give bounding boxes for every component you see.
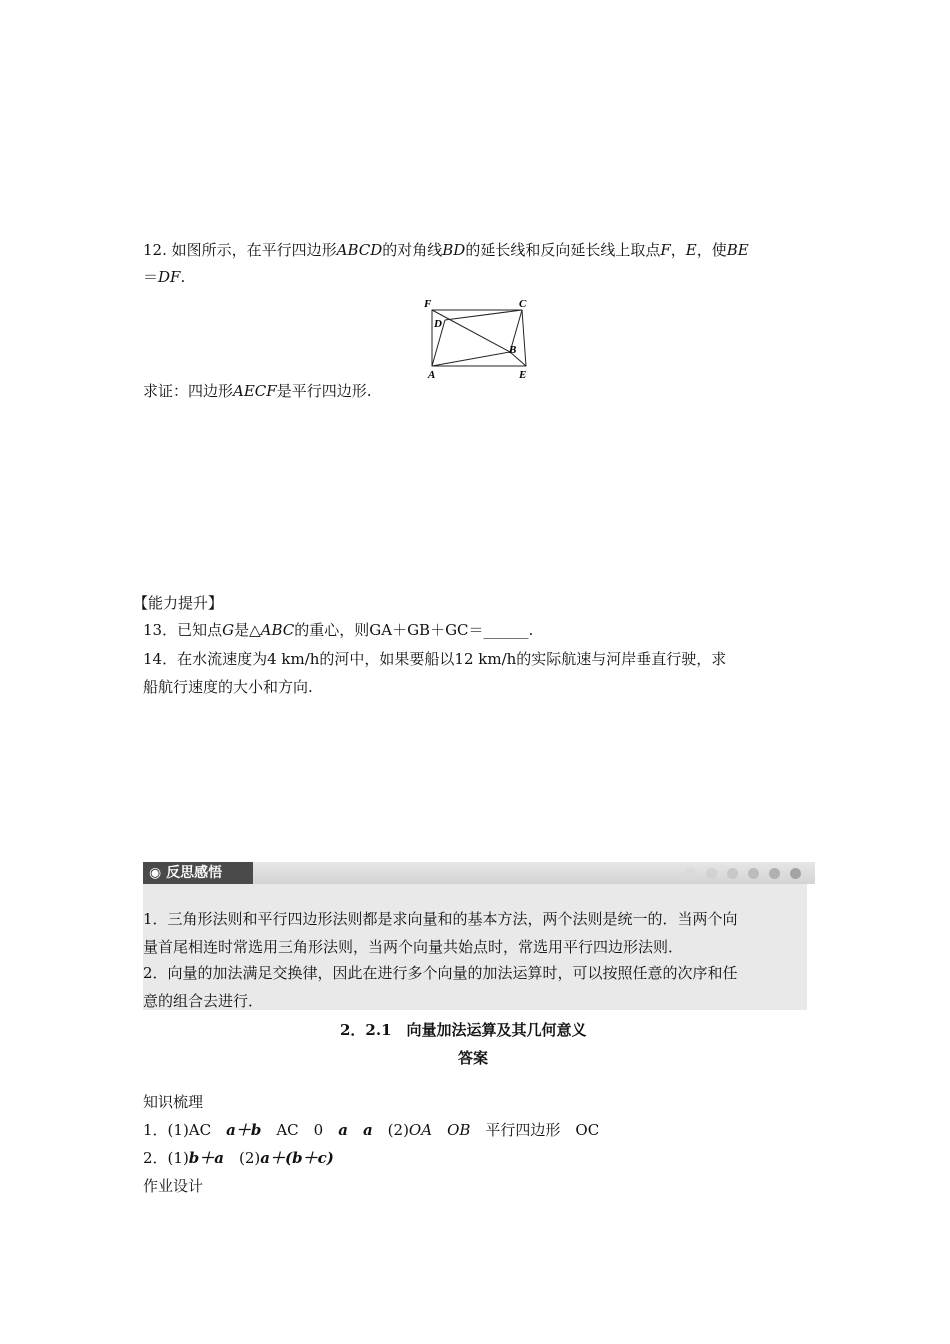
reflection-p2-line2: 意的组合去进行． bbox=[143, 992, 264, 1010]
answer-line-2 bbox=[143, 1145, 334, 1171]
label-f: F bbox=[424, 298, 432, 310]
q14-line-1: 14．在水流速度为4 km/h的河中，如果要船以12 km/h的实际航速与河岸垂直行驶，求 bbox=[143, 650, 727, 668]
reflection-p1-line2: 量首尾相连时常选用三角形法则，当两个向量共始点时，常选用平行四边形法则． bbox=[143, 938, 684, 956]
q12-text: 的对角线 bbox=[382, 241, 443, 259]
ability-heading: 【能力提升】 bbox=[133, 594, 224, 612]
q12-e: E bbox=[685, 241, 697, 259]
banner-dot bbox=[769, 868, 780, 879]
q13-abc: ABC bbox=[260, 621, 295, 639]
q12-f: F bbox=[660, 241, 671, 259]
section-title: 2．2.1 向量加法运算及其几何意义 bbox=[340, 1021, 587, 1039]
answer-vector: OB bbox=[447, 1121, 471, 1139]
q12-text: 12. 如图所示，在平行四边形 bbox=[143, 241, 337, 259]
answer-text bbox=[348, 1121, 363, 1139]
reflection-p1-line1: 1．三角形法则和平行四边形法则都是求向量和的基本方法，两个法则是统一的．当两个向 bbox=[143, 910, 738, 928]
banner-dot bbox=[706, 868, 717, 879]
reflection-content bbox=[143, 884, 807, 1010]
q12-bd: BD bbox=[442, 241, 466, 259]
q13-text: 13．已知点 bbox=[143, 621, 223, 639]
q12-text: ， bbox=[670, 241, 686, 259]
q12-text: ＝ bbox=[143, 268, 159, 286]
q13-text: 是△ bbox=[234, 621, 261, 639]
q12-abcd: ABCD bbox=[336, 241, 383, 259]
answer-text: (2) bbox=[372, 1121, 409, 1139]
banner-dot bbox=[790, 868, 801, 879]
answer-vector: a bbox=[338, 1121, 348, 1139]
answer-text bbox=[432, 1121, 447, 1139]
reflection-banner bbox=[143, 862, 815, 884]
answer-text: AC 0 bbox=[261, 1121, 339, 1139]
answer-text: 1．(1)AC bbox=[143, 1121, 227, 1139]
label-b: B bbox=[509, 344, 517, 356]
q13-text: 的重心，则GA＋GB＋GC＝______. bbox=[294, 621, 534, 639]
answer-text: 2．(1) bbox=[143, 1149, 189, 1167]
knowledge-heading: 知识梳理 bbox=[143, 1093, 204, 1111]
homework-heading: 作业设计 bbox=[143, 1177, 204, 1195]
q12-text: ，使 bbox=[696, 241, 727, 259]
answer-vector: a＋b bbox=[226, 1121, 262, 1139]
q12-df: DF bbox=[158, 268, 181, 286]
q13 bbox=[143, 617, 533, 643]
answer-text: 平行四边形 OC bbox=[470, 1121, 600, 1139]
q12-text: . bbox=[180, 268, 186, 286]
q12-prove-text: 求证：四边形 bbox=[143, 382, 234, 400]
reflection-p2-line1: 2．向量的加法满足交换律，因此在进行多个向量的加法运算时，可以按照任意的次序和任 bbox=[143, 964, 738, 982]
banner-dot bbox=[685, 868, 696, 879]
label-c: C bbox=[519, 298, 527, 310]
segment-ab bbox=[432, 352, 510, 366]
q14-line-2: 船航行速度的大小和方向. bbox=[143, 678, 313, 696]
banner-dot bbox=[748, 868, 759, 879]
label-a: A bbox=[428, 369, 436, 381]
answer-line-1 bbox=[143, 1117, 599, 1143]
answer-vector: b＋a bbox=[188, 1149, 225, 1167]
label-d: D bbox=[434, 318, 442, 330]
q13-g: G bbox=[222, 621, 235, 639]
answer-title: 答案 bbox=[458, 1049, 489, 1067]
q12-prove bbox=[143, 378, 371, 404]
answer-text: (2) bbox=[224, 1149, 261, 1167]
parallelogram-figure bbox=[418, 296, 536, 382]
q12-aecf: AECF bbox=[233, 382, 277, 400]
label-e: E bbox=[519, 369, 527, 381]
q12-line-2 bbox=[143, 264, 185, 290]
answer-vector: a bbox=[362, 1121, 373, 1139]
answer-vector: OA bbox=[408, 1121, 433, 1139]
q12-prove-text: 是平行四边形. bbox=[276, 382, 372, 400]
segment-dc bbox=[445, 310, 522, 320]
q12-be: BE bbox=[726, 241, 749, 259]
banner-dot bbox=[727, 868, 738, 879]
q12-text: 的延长线和反向延长线上取点 bbox=[465, 241, 661, 259]
q12-line-1 bbox=[143, 237, 749, 263]
reflection-title: ◉ 反思感悟 bbox=[143, 862, 253, 884]
answer-vector: a＋(b＋c) bbox=[260, 1149, 334, 1167]
